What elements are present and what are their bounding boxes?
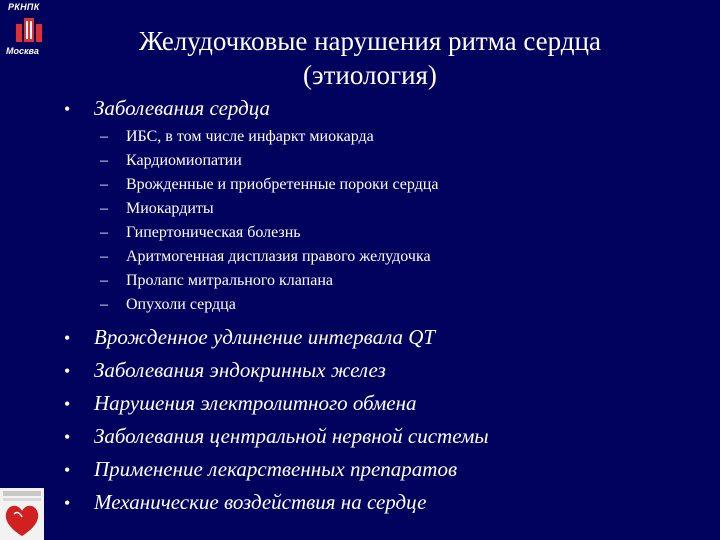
bullet-marker: •: [64, 460, 71, 480]
dash-marker: –: [100, 224, 108, 241]
bullet-item-heart-diseases: [64, 92, 704, 125]
slide-content: [64, 92, 704, 519]
bullet-item: [64, 387, 704, 420]
dash-marker: –: [100, 296, 108, 313]
sub-list-item-text: ИБС, в том числе инфаркт миокарда: [126, 128, 374, 145]
logo-bottom-text: Москва: [6, 46, 39, 56]
building-logo-icon: [14, 16, 44, 44]
sub-list-item: [100, 293, 704, 317]
logo-top-text: РКНПК: [8, 2, 40, 12]
bullet-item: [64, 486, 704, 519]
bullet-item: [64, 453, 704, 486]
bullet-label: Заболевания эндокринных желез: [94, 358, 386, 382]
dash-marker: –: [100, 176, 108, 193]
dash-marker: –: [100, 152, 108, 169]
bullet-item: [64, 354, 704, 387]
bullet-label: Механические воздействия на сердце: [94, 490, 427, 514]
bullet-marker: •: [64, 394, 71, 414]
heart-emblem-icon: [0, 488, 44, 540]
dash-marker: –: [100, 128, 108, 145]
sub-list-item-text: Миокардиты: [126, 200, 214, 217]
sub-list-item: [100, 173, 704, 197]
sub-list-item-text: Кардиомиопатии: [126, 152, 242, 169]
bullet-marker: •: [64, 493, 71, 513]
sub-list-item-text: Аритмогенная дисплазия правого желудочка: [126, 248, 431, 265]
bullet-label: Заболевания сердца: [94, 96, 271, 120]
sub-list-item: [100, 245, 704, 269]
bullet-marker: •: [64, 328, 71, 348]
bullet-label: Применение лекарственных препаратов: [94, 457, 458, 481]
organization-logo: [6, 2, 50, 60]
sub-list-item: [100, 125, 704, 149]
other-causes-list: [64, 321, 704, 519]
sub-list-item-text: Пролапс митрального клапана: [126, 272, 333, 289]
bullet-label: Нарушения электролитного обмена: [94, 391, 417, 415]
slide-title-line-1: Желудочковые нарушения ритма сердца: [139, 26, 601, 56]
dash-marker: –: [100, 200, 108, 217]
sub-list-item-text: Врожденные и приобретенные пороки сердца: [126, 176, 439, 193]
sub-list-item: [100, 269, 704, 293]
bullet-marker: •: [64, 99, 71, 119]
sub-list-item-text: Опухоли сердца: [126, 296, 236, 313]
bullet-label: Заболевания центральной нервной системы: [94, 424, 489, 448]
bullet-item: [64, 420, 704, 453]
bullet-marker: •: [64, 361, 71, 381]
bullet-marker: •: [64, 427, 71, 447]
bullet-label: Врожденное удлинение интервала QT: [94, 325, 436, 349]
sub-list-item-text: Гипертоническая болезнь: [126, 224, 301, 241]
dash-marker: –: [100, 272, 108, 289]
heart-diseases-sublist: [100, 125, 704, 317]
slide-title-line-2: (этиология): [303, 60, 437, 90]
sub-list-item: [100, 221, 704, 245]
bullet-item: [64, 321, 704, 354]
slide-title: [90, 24, 650, 92]
sub-list-item: [100, 149, 704, 173]
sub-list-item: [100, 197, 704, 221]
dash-marker: –: [100, 248, 108, 265]
